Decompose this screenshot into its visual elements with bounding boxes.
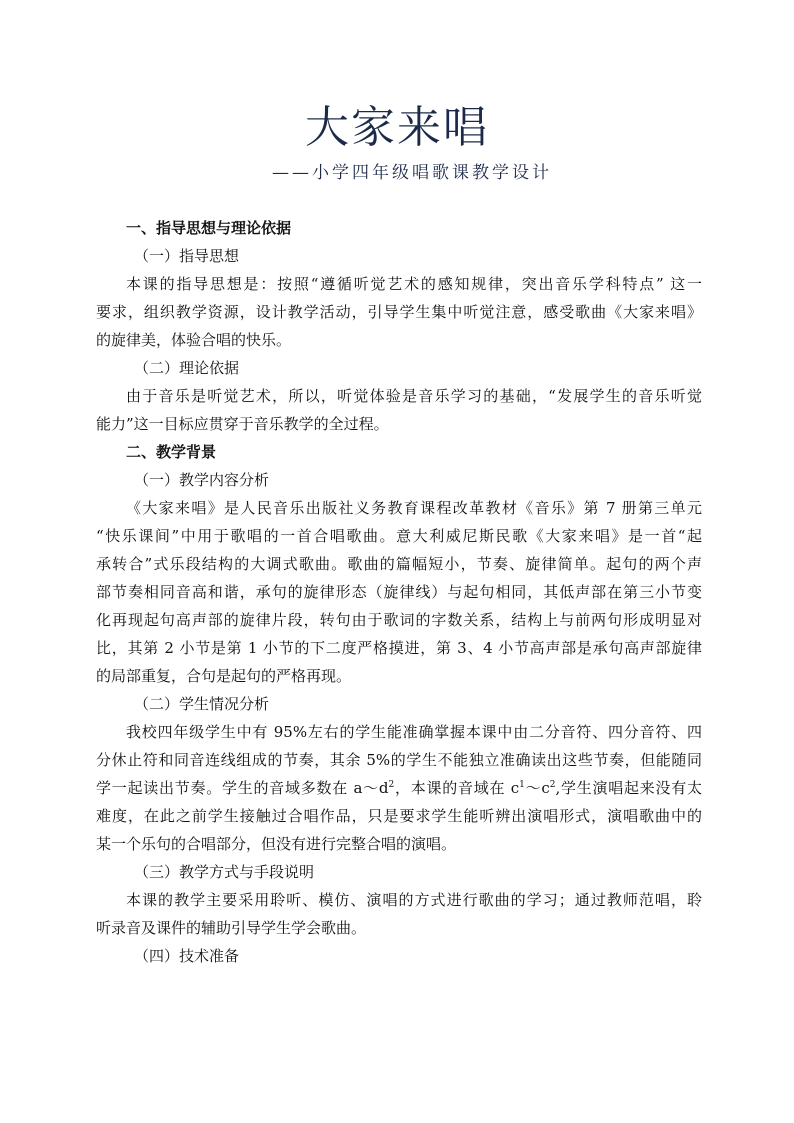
paragraph-line: 的旋律美，体验合唱的快乐。 <box>96 331 292 349</box>
superscript: 1 <box>519 780 525 790</box>
superscript: 2 <box>388 780 395 790</box>
text-segment: ,学生演唱起来没有太 <box>555 779 702 797</box>
text-segment: ，本课的音域在 c <box>394 779 520 797</box>
paragraph-line: 能力”这一目标应贯穿于音乐教学的全过程。 <box>96 415 389 433</box>
paragraph-line: 承转合”式乐段结构的大调式歌曲。歌曲的篇幅短小，节奏、旋律简单。起句的两个声 <box>96 555 702 573</box>
document-body <box>96 214 702 970</box>
paragraph-line: 比，其第 2 小节是第 1 小节的下二度严格摸进，第 3、4 小节高声部是承句高声部旋律 <box>96 639 702 657</box>
paragraph-line: “快乐课间”中用于歌唱的一首合唱歌曲。意大利威尼斯民歌《大家来唱》是一首“起 <box>96 527 702 545</box>
paragraph-line: 部节奏相同音高和谐，承句的旋律形态（旋律线）与起句相同，其低声部在第三小节变 <box>96 583 702 601</box>
paragraph-line: 的局部重复，合句是起句的严格再现。 <box>96 667 352 685</box>
subsection-heading: （二）学生情况分析 <box>134 695 270 713</box>
subsection-heading: （一）指导思想 <box>134 247 240 265</box>
paragraph-line: 本课的教学主要采用聆听、模仿、演唱的方式进行歌曲的学习；通过教师范唱，聆 <box>126 891 702 909</box>
section-heading: 二、教学背景 <box>126 443 217 461</box>
paragraph-line: 化再现起句高声部的旋律片段，转句由于歌词的字数关系，结构上与前两句形成明显对 <box>96 611 702 629</box>
paragraph-line: 某一个乐句的合唱部分，但没有进行完整合唱的演唱。 <box>96 835 457 853</box>
paragraph-line: 由于音乐是听觉艺术，所以，听觉体验是音乐学习的基础，“发展学生的音乐听觉 <box>126 387 702 405</box>
subsection-heading: （三）教学方式与手段说明 <box>134 863 315 881</box>
paragraph-line: 我校四年级学生中有 95%左右的学生能准确掌握本课中由二分音符、四分音符、四 <box>126 723 702 741</box>
paragraph-line: 《大家来唱》是人民音乐出版社义务教育课程改革教材《音乐》第 7 册第三单元 <box>126 499 702 517</box>
paragraph-line: 难度，在此之前学生接触过合唱作品，只是要求学生能听辨出演唱形式，演唱歌曲中的 <box>96 807 702 825</box>
document-title: 大家来唱 <box>305 102 489 153</box>
paragraph-line: 听录音及课件的辅助引导学生学会歌曲。 <box>96 919 367 937</box>
paragraph-line <box>96 774 702 802</box>
text-segment: 学一起读出节奏。学生的音域多数在 a～d <box>96 779 389 797</box>
document-subtitle: ——小学四年级唱歌课教学设计 <box>272 163 552 183</box>
superscript: 2 <box>549 780 556 790</box>
text-segment: ～c <box>524 779 550 797</box>
paragraph-line: 本课的指导思想是：按照“遵循听觉艺术的感知规律，突出音乐学科特点” 这一 <box>126 275 702 293</box>
paragraph-line: 分休止符和同音连线组成的节奏，其余 5%的学生不能独立准确读出这些节奏，但能随同 <box>96 751 702 769</box>
subsection-heading: （一）教学内容分析 <box>134 471 270 489</box>
paragraph-line: 要求，组织教学资源，设计教学活动，引导学生集中听觉注意，感受歌曲《大家来唱》 <box>96 303 702 321</box>
subsection-heading: （二）理论依据 <box>134 359 240 377</box>
subsection-heading: （四）技术准备 <box>134 947 240 965</box>
section-heading: 一、指导思想与理论依据 <box>126 219 292 237</box>
